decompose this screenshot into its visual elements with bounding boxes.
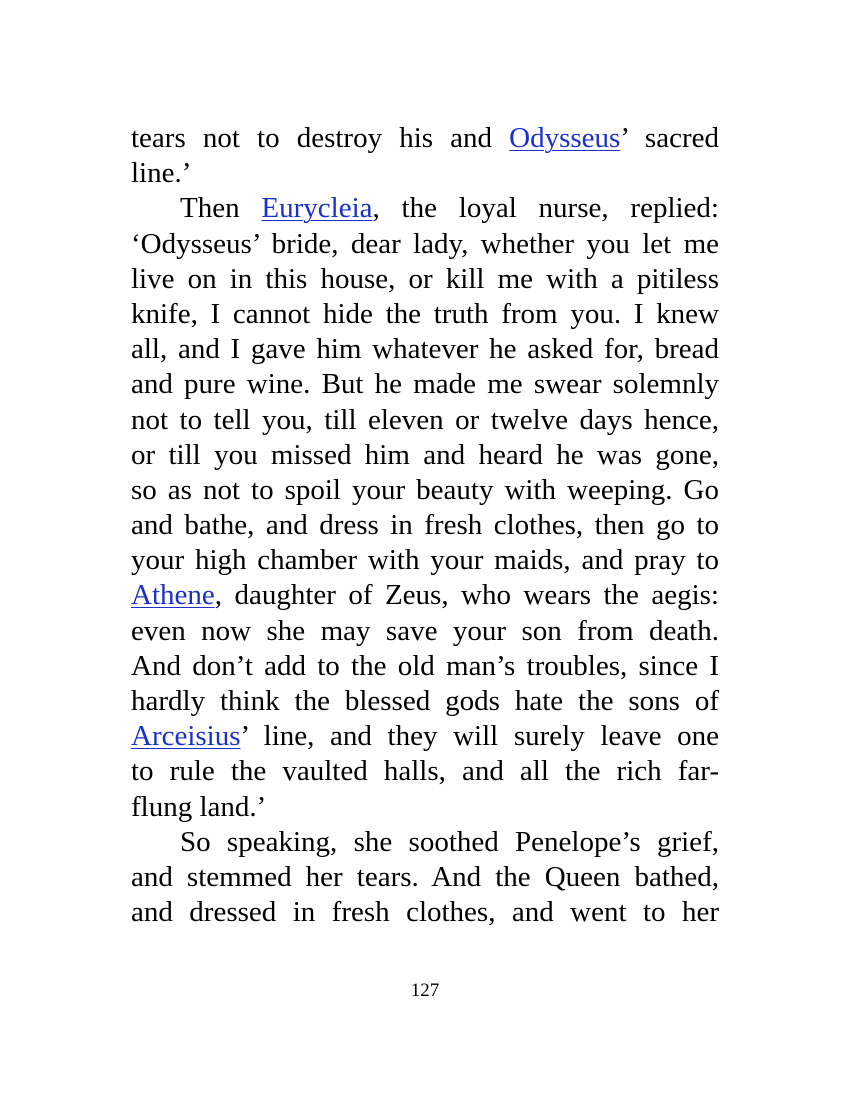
text-line: all, and I gave him whatever he asked for, bread xyxy=(131,333,719,366)
link-arceisius[interactable]: Arceisius xyxy=(131,720,241,753)
text-line: so as not to spoil your beauty with weeping. Go xyxy=(131,473,719,506)
text-line: knife, I cannot hide the truth from you. I knew xyxy=(131,297,719,330)
text-run: , daughter of Zeus, who wears the aegis: xyxy=(214,579,719,612)
text-line xyxy=(131,191,719,226)
link-eurycleia[interactable]: Eurycleia xyxy=(261,192,373,225)
link-odysseus[interactable]: Odysseus xyxy=(509,122,621,154)
text-line: line.’ xyxy=(131,157,192,190)
text-run: Then xyxy=(180,192,262,225)
text-line: flung land.’ xyxy=(131,790,267,823)
text-run: , the loyal nurse, replied: xyxy=(372,192,719,225)
text-line: So speaking, she soothed Penelope’s grief, xyxy=(180,825,719,858)
text-run: tears not to destroy his and xyxy=(131,122,510,154)
text-line xyxy=(131,578,719,613)
text-run: ’ line, and they will surely leave one xyxy=(240,720,719,753)
text-line: to rule the vaulted halls, and all the rich far- xyxy=(131,755,719,788)
text-line: and dressed in fresh clothes, and went to her xyxy=(131,896,719,929)
link-athene[interactable]: Athene xyxy=(131,579,215,612)
text-line: and pure wine. But he made me swear solemnly xyxy=(131,368,719,401)
text-line: live on in this house, or kill me with a pitiless xyxy=(131,262,719,295)
text-line: ‘Odysseus’ bride, dear lady, whether you let me xyxy=(131,227,719,260)
text-line: not to tell you, till eleven or twelve days hence, xyxy=(131,403,719,436)
text-line: hardly think the blessed gods hate the sons of xyxy=(131,685,719,717)
text-line: and bathe, and dress in fresh clothes, then go to xyxy=(131,509,719,542)
text-line: even now she may save your son from death. xyxy=(131,614,719,647)
body-text xyxy=(131,121,719,930)
text-run: ’ sacred xyxy=(620,122,719,154)
text-line: and stemmed her tears. And the Queen bathed, xyxy=(131,860,719,893)
text-line xyxy=(131,719,719,754)
text-line: And don’t add to the old man’s troubles, since I xyxy=(131,649,719,682)
text-line: or till you missed him and heard he was gone, xyxy=(131,438,719,471)
text-line xyxy=(131,121,719,156)
text-line: your high chamber with your maids, and pray to xyxy=(131,544,719,577)
page-number: 127 xyxy=(410,980,440,1001)
